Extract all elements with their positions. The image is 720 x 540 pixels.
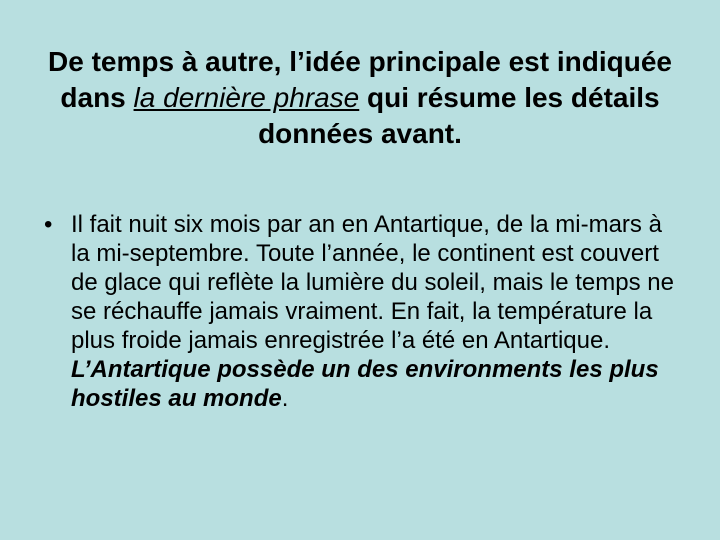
bullet-emphasis: L’Antartique possède un des environments les plus hostiles au monde (71, 356, 659, 412)
slide-title (40, 44, 680, 152)
bullet-list (44, 210, 684, 413)
bullet-end: . (281, 385, 289, 412)
bullet-item (44, 210, 684, 413)
title-text-start: De temps à autre, l’idée principale est indiquée dans (48, 46, 672, 113)
bullet-dot-icon: • (44, 211, 53, 238)
title-underlined-phrase: la dernière phrase (133, 82, 360, 113)
title-text-end: qui résume les détails données avant. (258, 82, 660, 149)
bullet-text: Il fait nuit six mois par an en Antartique, de la mi-mars à la mi-septembre. Toute l’année, le continent est couvert de glace qui reflète la lumière du soleil, mais le temps ne se réchauffe jamais vraiment. En fait, la température la plus froide jamais enregistrée l’a été en Antartique. (71, 211, 674, 354)
